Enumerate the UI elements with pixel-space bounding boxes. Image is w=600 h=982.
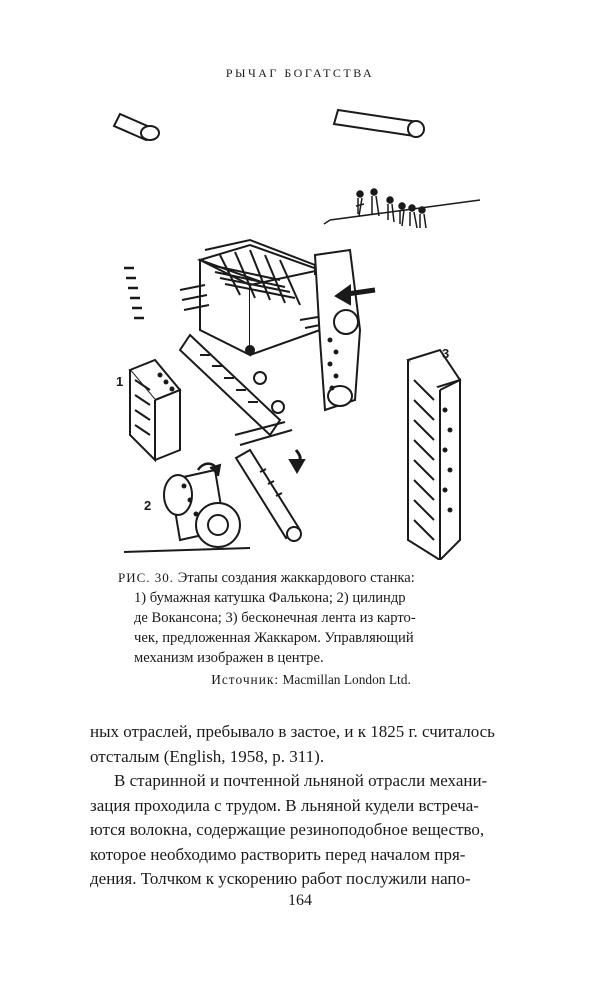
knob — [272, 401, 284, 413]
body-line: ются волокна, содержащие резиноподобное вещество, — [90, 820, 485, 839]
body-text — [90, 720, 520, 892]
body-line: зация проходила с трудом. В льняной кудели встреча- — [90, 795, 479, 815]
figure-label-1: 1 — [116, 374, 124, 389]
body-line: В старинной и почтенной льняной отрасли механи- — [114, 771, 488, 790]
falcon-paper-bundle — [130, 360, 180, 460]
caption-line: чек, предложенная Жаккаром. Управляющий — [134, 630, 414, 646]
caption-line: 1) бумажная катушка Фалькона; 2) цилиндр — [134, 590, 406, 606]
central-mechanism — [180, 240, 335, 355]
running-head: РЫЧАГ БОГАТСТВА — [225, 66, 375, 80]
figure-label-2: 2 — [144, 498, 152, 513]
caption-line: де Вокансона; 3) бесконечная лента из карто- — [134, 610, 416, 626]
figure-caption — [118, 568, 488, 690]
caption-title-line — [118, 568, 488, 588]
body-line: отсталым (English, 1958, p. 311). — [90, 746, 325, 766]
figure-number: РИС. 30. — [118, 570, 175, 585]
figure-source — [118, 670, 488, 690]
jacquard-loom-illustration — [100, 100, 500, 560]
perforated-bar — [180, 335, 292, 445]
card-belt — [315, 250, 360, 410]
jacquard-card-chain — [408, 350, 460, 560]
vaucanson-cylinder — [124, 464, 250, 552]
caption-line: механизм изображен в центре. — [134, 650, 324, 666]
source-text: Macmillan London Ltd. — [282, 672, 411, 687]
knob — [254, 372, 266, 384]
arrow-down-icon — [290, 450, 304, 472]
weavers-figures — [324, 189, 480, 228]
body-line: дения. Толчком к ускорению работ послужили напо- — [90, 869, 471, 888]
figure-label-3: 3 — [442, 346, 450, 361]
roller-top-right — [334, 110, 424, 137]
card-stack-small — [124, 268, 144, 318]
roller-top-left — [114, 114, 159, 140]
caption-title: Этапы создания жаккардового станка: — [177, 570, 415, 586]
source-label: Источник: — [211, 672, 280, 687]
body-line: которое необходимо растворить перед началом пря- — [90, 844, 466, 864]
body-line: ных отраслей, пребывало в застое, и к 1825 г. считалось — [90, 722, 495, 741]
page-number: 164 — [288, 892, 312, 909]
